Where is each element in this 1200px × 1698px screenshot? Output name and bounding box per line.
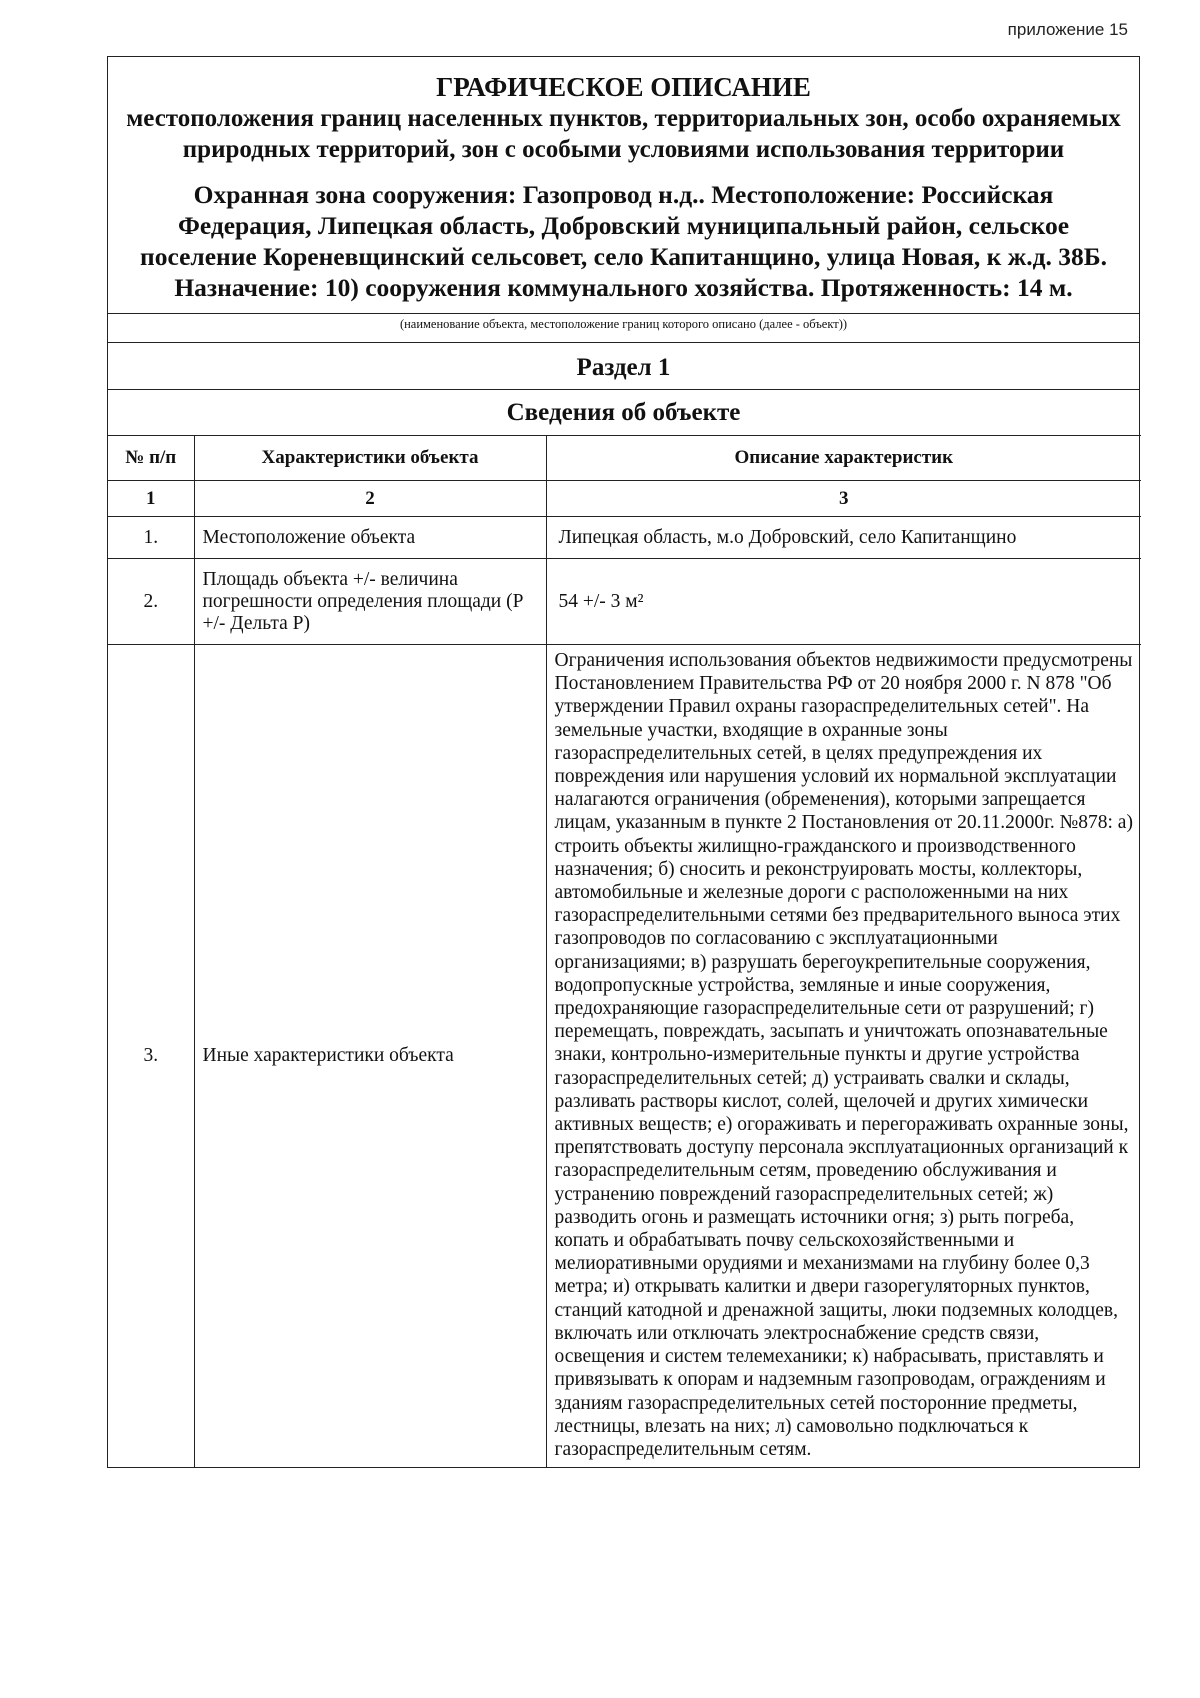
table-header-row	[108, 436, 1141, 481]
table-row	[108, 559, 1141, 645]
table-row	[108, 517, 1141, 559]
section-title: Сведения об объекте	[108, 389, 1139, 435]
row-characteristic: Площадь объекта +/- величина погрешности определения площади (Р +/- Дельта Р)	[194, 559, 546, 645]
column-number-row	[108, 481, 1141, 517]
document-subtitle: местоположения границ населенных пунктов, территориальных зон, особо охраняемых природных территорий, зон с особыми условиями использования территории	[126, 105, 1121, 163]
object-caption: (наименование объекта, местоположение границ которого описано (далее - объект))	[108, 313, 1139, 342]
section-number: Раздел 1	[108, 342, 1139, 389]
row-description: Липецкая область, м.о Добровский, село Капитанщино	[546, 517, 1141, 559]
column-number: 2	[194, 481, 546, 517]
column-header-description: Описание характеристик	[546, 436, 1141, 481]
column-number: 1	[108, 481, 194, 517]
row-number: 1.	[108, 517, 194, 559]
row-number: 2.	[108, 559, 194, 645]
row-number: 3.	[108, 645, 194, 1468]
column-number: 3	[546, 481, 1141, 517]
object-info-table	[108, 435, 1141, 1467]
table-row	[108, 645, 1141, 1468]
row-characteristic: Местоположение объекта	[194, 517, 546, 559]
row-description: 54 +/- 3 м²	[546, 559, 1141, 645]
object-description: Охранная зона сооружения: Газопровод н.д.. Местоположение: Российская Федерация, Липецкая область, Добровский муниципальный район, сельское поселение Кореневщинский сельсовет, село Капитанщино, улица Новая, к ж.д. 38Б. Назначение: 10) сооружения коммунального хозяйства. Протяженность: 14 м.	[140, 180, 1107, 302]
column-header-number: № п/п	[108, 436, 194, 481]
row-characteristic: Иные характеристики объекта	[194, 645, 546, 1468]
document-title: ГРАФИЧЕСКОЕ ОПИСАНИЕ	[436, 72, 811, 102]
appendix-label: приложение 15	[1007, 20, 1128, 39]
column-header-characteristic: Характеристики объекта	[194, 436, 546, 481]
document-header	[108, 57, 1139, 313]
document-frame	[107, 56, 1140, 1468]
row-description: Ограничения использования объектов недвижимости предусмотрены Постановлением Правительства РФ от 20 ноября 2000 г. N 878 "Об утверждении Правил охраны газораспределительных сетей". На земельные участки, входящие в охранные зоны газораспределительных сетей, в целях предупреждения их повреждения или нарушения условий их нормальной эксплуатации налагаются ограничения (обременения), которыми запрещается лицам, указанным в пункте 2 Постановления от 20.11.2000г. №878: а) строить объекты жилищно-гражданского и производственного назначения; б) сносить и реконструировать мосты, коллекторы, автомобильные и железные дороги с расположенными на них газораспределительными сетями без предварительного выноса этих газопроводов по согласованию с эксплуатационными организациями; в) разрушать берегоукрепительные сооружения, водопропускные устройства, земляные и иные сооружения, предохраняющие газораспределительные сети от разрушений; г) перемещать, повреждать, засыпать и уничтожать опознавательные знаки, контрольно-измерительные пункты и другие устройства газораспределительных сетей; д) устраивать свалки и склады, разливать растворы кислот, солей, щелочей и других химически активных веществ; е) огораживать и перегораживать охранные зоны, препятствовать доступу персонала эксплуатационных организаций к газораспределительным сетям, проведению обслуживания и устранению повреждений газораспределительных сетей; ж) разводить огонь и размещать источники огня; з) рыть погреба, копать и обрабатывать почву сельскохозяйственными и мелиоративными орудиями и механизмами на глубину более 0,3 метра; и) открывать калитки и двери газорегуляторных пунктов, станций катодной и дренажной защиты, люки подземных колодцев, включать или отключать электроснабжение средств связи, освещения и систем телемеханики; к) набрасывать, приставлять и привязывать к опорам и надземным газопроводам, ограждениям и зданиям газораспределительных сетей посторонние предметы, лестницы, влезать на них; л) самовольно подключаться к газораспределительным сетям.	[546, 645, 1141, 1468]
